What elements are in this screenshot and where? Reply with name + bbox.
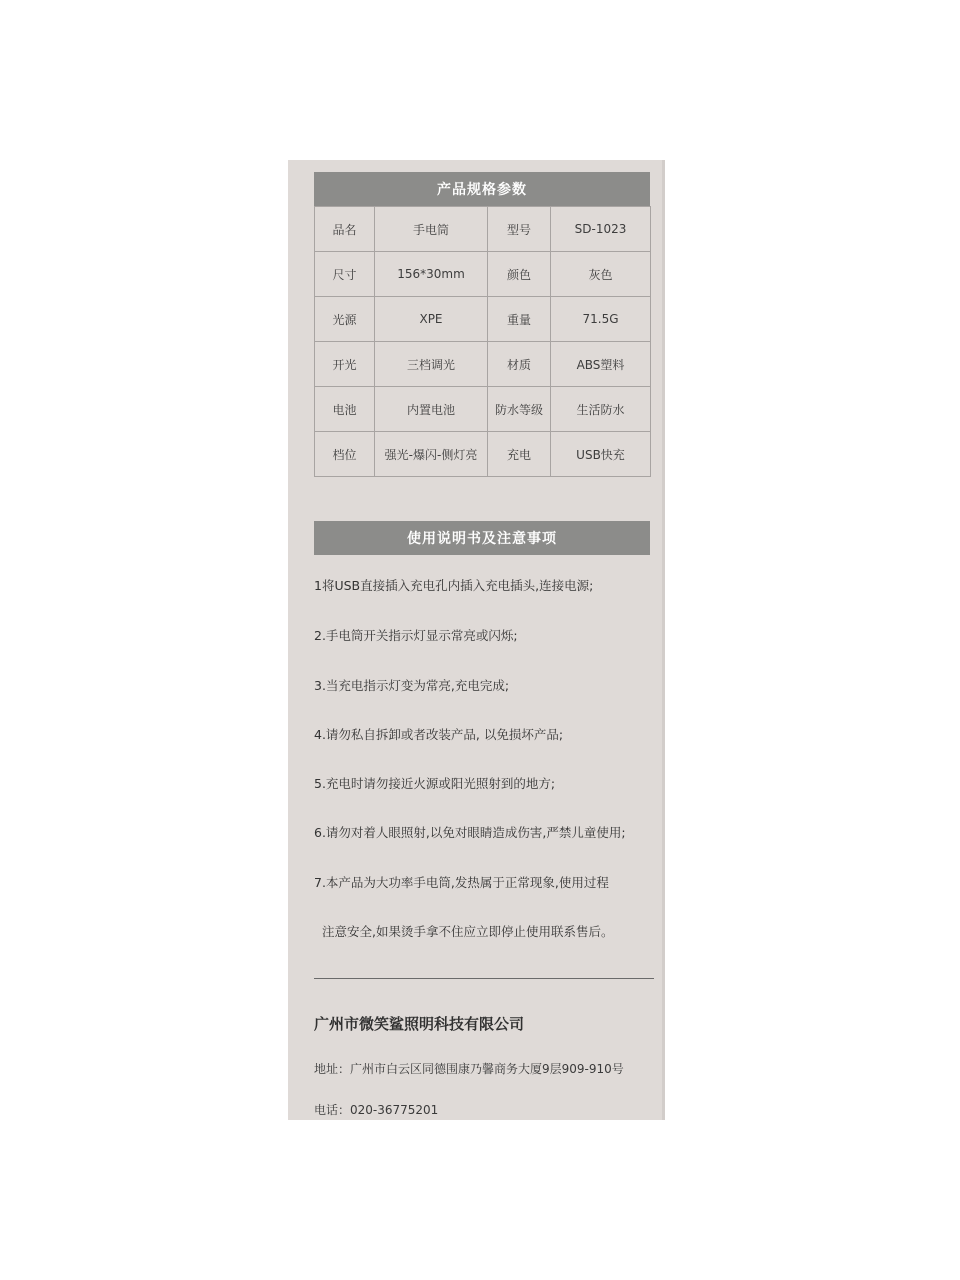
spec-value: 强光-爆闪-侧灯亮 bbox=[375, 432, 488, 477]
spec-label: 电池 bbox=[315, 387, 375, 432]
spec-value: 生活防水 bbox=[551, 387, 651, 432]
instruction-item: 7.本产品为大功率手电筒,发热属于正常现象,使用过程 bbox=[314, 875, 609, 890]
spec-value: 内置电池 bbox=[375, 387, 488, 432]
company-phone: 电话：020-36775201 bbox=[314, 1103, 439, 1117]
spec-row bbox=[315, 342, 651, 387]
card-edge bbox=[662, 160, 665, 1120]
spec-label: 档位 bbox=[315, 432, 375, 477]
instructions-section-title: 使用说明书及注意事项 bbox=[314, 521, 650, 555]
spec-value: XPE bbox=[375, 297, 488, 342]
spec-table bbox=[314, 206, 651, 477]
instruction-item: 4.请勿私自拆卸或者改装产品, 以免损坏产品; bbox=[314, 727, 564, 742]
spec-label: 重量 bbox=[488, 297, 551, 342]
spec-label: 材质 bbox=[488, 342, 551, 387]
company-address: 地址：广州市白云区同德围康乃馨商务大厦9层909-910号 bbox=[314, 1062, 624, 1076]
spec-label: 型号 bbox=[488, 207, 551, 252]
spec-label: 充电 bbox=[488, 432, 551, 477]
spec-value: USB快充 bbox=[551, 432, 651, 477]
instruction-item: 1将USB直接插入充电孔内插入充电插头,连接电源; bbox=[314, 578, 594, 593]
instruction-item-continued: 注意安全,如果烫手拿不住应立即停止使用联系售后。 bbox=[322, 924, 614, 939]
spec-row bbox=[315, 252, 651, 297]
spec-value: 灰色 bbox=[551, 252, 651, 297]
instruction-item: 3.当充电指示灯变为常亮,充电完成; bbox=[314, 678, 510, 693]
spec-row bbox=[315, 297, 651, 342]
spec-label: 防水等级 bbox=[488, 387, 551, 432]
spec-value: SD-1023 bbox=[551, 207, 651, 252]
spec-row bbox=[315, 207, 651, 252]
company-name: 广州市微笑鲨照明科技有限公司 bbox=[314, 1015, 525, 1033]
spec-value: 手电筒 bbox=[375, 207, 488, 252]
spec-label: 颜色 bbox=[488, 252, 551, 297]
divider bbox=[314, 978, 654, 979]
spec-value: ABS塑料 bbox=[551, 342, 651, 387]
spec-label: 开光 bbox=[315, 342, 375, 387]
spec-section-title: 产品规格参数 bbox=[314, 172, 650, 206]
spec-row bbox=[315, 387, 651, 432]
spec-value: 三档调光 bbox=[375, 342, 488, 387]
instruction-item: 6.请勿对着人眼照射,以免对眼睛造成伤害,严禁儿童使用; bbox=[314, 825, 626, 840]
spec-label: 光源 bbox=[315, 297, 375, 342]
instruction-item: 2.手电筒开关指示灯显示常亮或闪烁; bbox=[314, 628, 518, 643]
spec-label: 品名 bbox=[315, 207, 375, 252]
instruction-item: 5.充电时请勿接近火源或阳光照射到的地方; bbox=[314, 776, 556, 791]
spec-label: 尺寸 bbox=[315, 252, 375, 297]
spec-value: 71.5G bbox=[551, 297, 651, 342]
spec-value: 156*30mm bbox=[375, 252, 488, 297]
spec-row bbox=[315, 432, 651, 477]
